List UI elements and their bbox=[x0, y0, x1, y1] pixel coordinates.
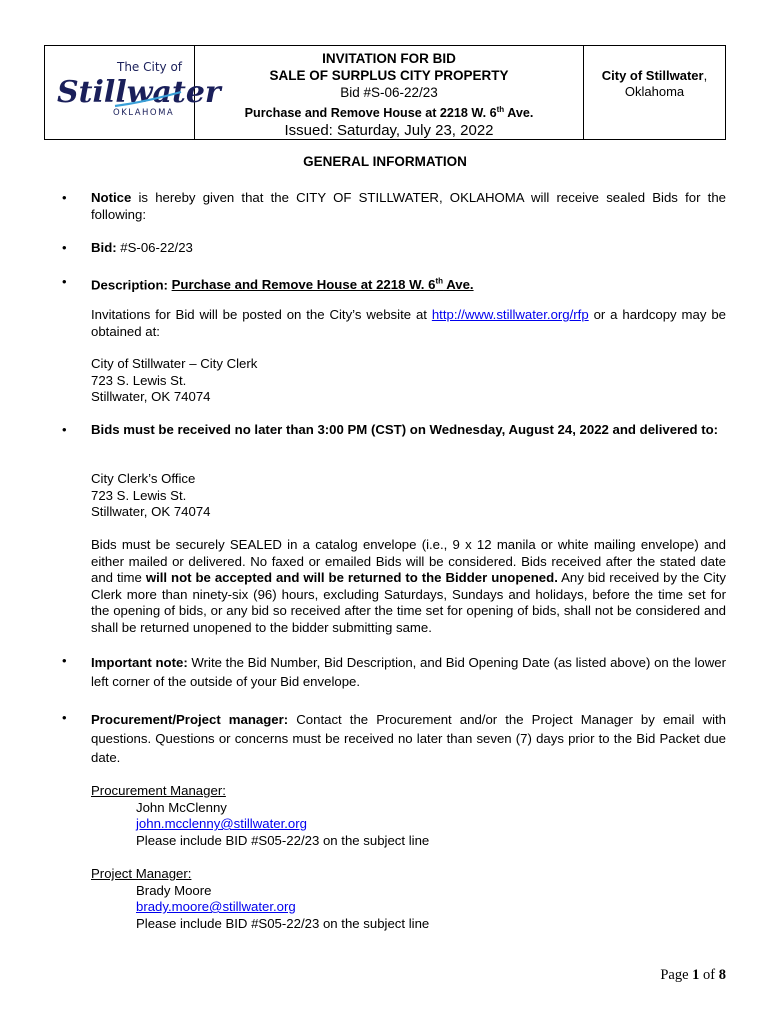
header-right-cell bbox=[584, 46, 726, 140]
bid-paragraph: Bid: #S-06-22/23 bbox=[91, 240, 193, 255]
address-line: 723 S. Lewis St. bbox=[91, 487, 187, 503]
project-manager-email-link[interactable]: brady.moore@stillwater.org bbox=[136, 899, 296, 914]
project-manager-block bbox=[91, 866, 726, 932]
header-table bbox=[44, 45, 726, 140]
procurement-manager-email-link[interactable]: john.mcclenny@stillwater.org bbox=[136, 816, 307, 831]
logo-cell bbox=[45, 46, 221, 140]
bullet-icon: • bbox=[62, 190, 67, 205]
logo-line3: OKLAHOMA bbox=[113, 108, 175, 118]
section-heading: GENERAL INFORMATION bbox=[303, 154, 467, 169]
notice-paragraph: Notice is hereby given that the CITY OF STILLWATER, OKLAHOMA will receive sealed Bids for the following: bbox=[91, 190, 726, 222]
procurement-manager-title: Procurement Manager: bbox=[91, 783, 226, 798]
description-paragraph: Description: Purchase and Remove House at 2218 W. 6th Ave. bbox=[91, 277, 474, 293]
header-title2: SALE OF SURPLUS CITY PROPERTY bbox=[269, 68, 509, 83]
bullet-icon: • bbox=[62, 274, 67, 289]
header-title-cell bbox=[195, 46, 584, 140]
procurement-manager-note: Please include BID #S05-22/23 on the subject line bbox=[136, 832, 430, 848]
header-bid-number: Bid #S-06-22/23 bbox=[340, 85, 438, 100]
project-manager-note: Please include BID #S05-22/23 on the subject line bbox=[136, 915, 430, 931]
bullet-icon: • bbox=[62, 422, 67, 437]
procurement-manager-name: John McClenny bbox=[136, 799, 227, 815]
deadline-paragraph: Bids must be received no later than 3:00 PM (CST) on Wednesday, August 24, 2022 and delivered to: bbox=[91, 422, 719, 437]
header-city: City of Stillwater, bbox=[601, 68, 708, 83]
procurement-paragraph: Procurement/Project manager: Contact the Procurement and/or the Project Manager by email with questions. Questions or concerns must be received no later than seven (7) days prior to the Bid Packet due date. bbox=[91, 712, 726, 765]
header-title1: INVITATION FOR BID bbox=[322, 51, 456, 66]
header-subject: Purchase and Remove House at 2218 W. 6th Ave. bbox=[244, 105, 534, 121]
address-block-1 bbox=[91, 356, 726, 406]
logo-line1: The City of bbox=[117, 60, 183, 74]
bullet-icon: • bbox=[62, 653, 67, 668]
header-state: Oklahoma bbox=[624, 84, 685, 99]
address-line: Stillwater, OK 74074 bbox=[91, 389, 211, 404]
project-manager-title: Project Manager: bbox=[91, 866, 192, 881]
sealed-paragraph: Bids must be securely SEALED in a catalog envelope (i.e., 9 x 12 manila or white mailing envelope) and either mailed or delivered. No faxed or emailed Bids will be considered. Bids received after the stated date and time will not be accepted and will be returned to the Bidder unopened. Any bid received by the City Clerk more than ninety-six (96) hours, excluding Saturdays, Sundays and holidays, before the time set for the opening of bids, or any bid so received after the time set for opening of bids, shall not be considered and shall be returned unopened to the bidder submitting same. bbox=[91, 537, 726, 635]
address-line: City of Stillwater – City Clerk bbox=[91, 356, 258, 371]
city-logo bbox=[55, 56, 221, 126]
address-line: 723 S. Lewis St. bbox=[91, 372, 187, 388]
address-line: City Clerk’s Office bbox=[91, 471, 196, 486]
svg-text:Stillwater: Stillwater bbox=[57, 75, 221, 110]
important-note-paragraph: Important note: Write the Bid Number, Bid Description, and Bid Opening Date (as listed above) on the lower left corner of the outside of your Bid envelope. bbox=[91, 655, 726, 689]
bullet-icon: • bbox=[62, 710, 67, 725]
header-issued-date: Issued: Saturday, July 23, 2022 bbox=[284, 122, 494, 140]
address-block-2 bbox=[91, 471, 726, 521]
bullet-icon: • bbox=[62, 240, 67, 255]
procurement-manager-block bbox=[91, 783, 726, 849]
rfp-link[interactable]: http://www.stillwater.org/rfp bbox=[431, 307, 589, 322]
project-manager-name: Brady Moore bbox=[136, 882, 212, 898]
invitations-paragraph: Invitations for Bid will be posted on the City’s website at http://www.stillwater.org/rfp or a hardcopy may be obtained at: bbox=[91, 307, 726, 339]
page-number: Page 1 of 8 bbox=[660, 967, 726, 983]
address-line: Stillwater, OK 74074 bbox=[91, 504, 211, 519]
